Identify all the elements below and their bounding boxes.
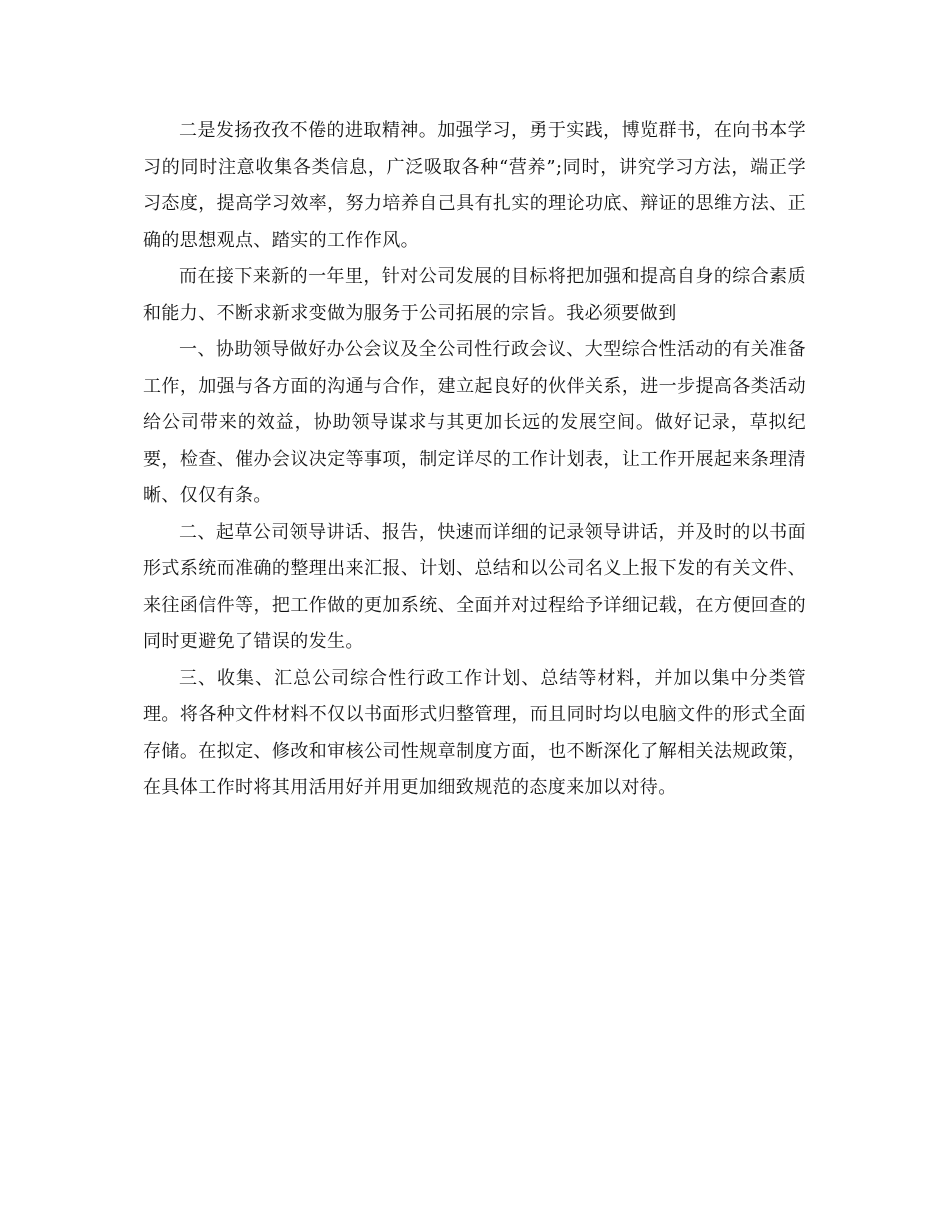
paragraph-item-two: 二、起草公司领导讲话、报告，快速而详细的记录领导讲话，并及时的以书面形式系统而准确的整理出来汇报、计划、总结和以公司名义上报下发的有关文件、来往函信件等，把工作做的更加系统、全面并对过程给予详细记载，在方便回查的同时更避免了错误的发生。 xyxy=(143,521,806,652)
paragraph-item-one: 一、协助领导做好办公会议及全公司性行政会议、大型综合性活动的有关准备工作，加强与各方面的沟通与合作，建立起良好的伙伴关系，进一步提高各类活动给公司带来的效益，协助领导谋求与其更加长远的发展空间。做好记录，草拟纪要，检查、催办会议决定等事项，制定详尽的工作计划表，让工作开展起来条理清晰、仅仅有条。 xyxy=(143,339,806,506)
paragraph-item-three: 三、收集、汇总公司综合性行政工作计划、总结等材料，并加以集中分类管理。将各种文件材料不仅以书面形式归整管理，而且同时均以电脑文件的形式全面存储。在拟定、修改和审核公司性规章制度方面，也不断深化了解相关法规政策，在具体工作时将其用活用好并用更加细致规范的态度来加以对待。 xyxy=(143,667,806,798)
document-body xyxy=(143,113,806,807)
paragraph-progress-spirit: 二是发扬孜孜不倦的进取精神。加强学习，勇于实践，博览群书，在向书本学习的同时注意收集各类信息，广泛吸取各种“营养”;同时，讲究学习方法，端正学习态度，提高学习效率，努力培养自己具有扎实的理论功底、辩证的思维方法、正确的思想观点、踏实的工作作风。 xyxy=(143,120,806,251)
paragraph-new-year-goals: 而在接下来新的一年里，针对公司发展的目标将把加强和提高自身的综合素质和能力、不断求新求变做为服务于公司拓展的宗旨。我必须要做到 xyxy=(143,266,806,324)
